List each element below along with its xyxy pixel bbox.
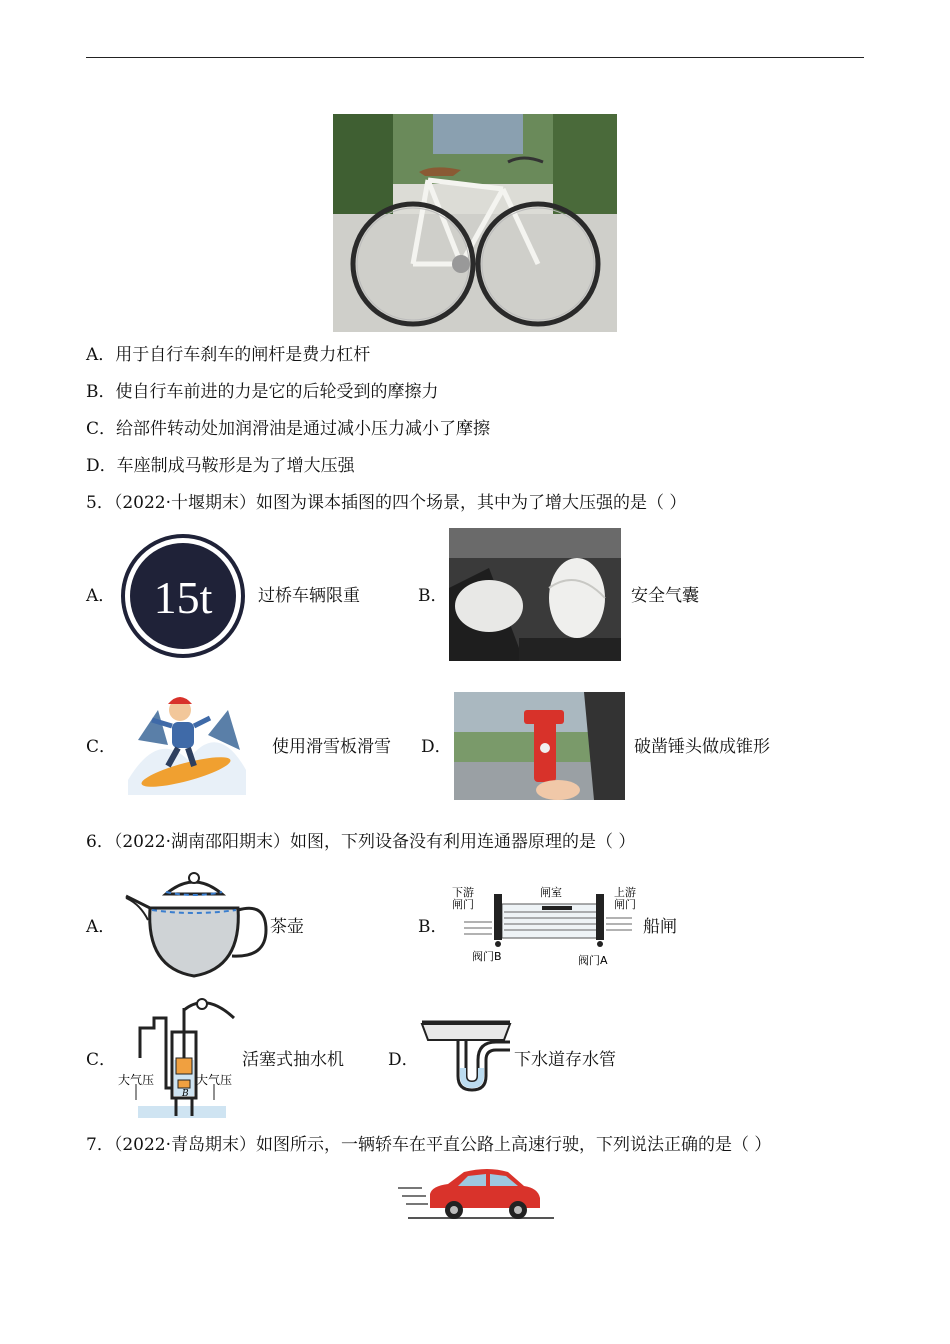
q6-b-text: 船闸 bbox=[643, 917, 677, 937]
car-illustration bbox=[398, 1168, 554, 1222]
q6-d-letter: D． bbox=[388, 1050, 419, 1070]
header-rule bbox=[86, 57, 864, 58]
label-atm-right: 大气压 bbox=[196, 1073, 233, 1087]
q5-b-text: 安全气囊 bbox=[631, 586, 699, 606]
q5-d-letter: D． bbox=[421, 737, 452, 757]
label-up-gate-1: 上游 bbox=[614, 886, 636, 899]
safety-hammer-photo bbox=[454, 692, 625, 800]
weight-limit-sign bbox=[121, 534, 245, 658]
q6-a-letter: A． bbox=[86, 917, 116, 937]
label-valve-b-pump: B bbox=[182, 1089, 189, 1099]
label-valve-b: 阀门B bbox=[472, 950, 502, 963]
ship-lock-diagram bbox=[446, 882, 636, 970]
q4-option-d: D．车座制成马鞍形是为了增大压强 bbox=[86, 456, 355, 476]
q7-stem: 7．（2022·青岛期末）如图所示，一辆轿车在平直公路上高速行驶，下列说法正确的是（ ） bbox=[86, 1135, 772, 1155]
label-atm-left: 大气压 bbox=[118, 1073, 155, 1087]
q5-c-text: 使用滑雪板滑雪 bbox=[272, 737, 391, 757]
q4-option-a: A．用于自行车刹车的闸杆是费力杠杆 bbox=[86, 345, 371, 365]
q6-b-letter: B． bbox=[418, 917, 448, 937]
piston-pump-diagram bbox=[116, 998, 238, 1118]
q4-option-c: C．给部件转动处加润滑油是通过减小压力减小了摩擦 bbox=[86, 419, 491, 439]
q5-d-text: 破凿锤头做成锥形 bbox=[634, 737, 770, 757]
teapot-diagram bbox=[120, 868, 268, 981]
snowboarder-illustration bbox=[128, 690, 246, 795]
q6-c-text: 活塞式抽水机 bbox=[242, 1050, 344, 1070]
q5-a-letter: A． bbox=[86, 586, 116, 606]
q4-option-b: B．使自行车前进的力是它的后轮受到的摩擦力 bbox=[86, 382, 439, 402]
q5-c-letter: C． bbox=[86, 737, 117, 757]
q6-stem: 6．（2022·湖南邵阳期末）如图，下列设备没有利用连通器原理的是（ ） bbox=[86, 832, 636, 852]
q5-b-letter: B． bbox=[418, 586, 448, 606]
bicycle-photo bbox=[333, 114, 617, 332]
label-valve-a: 阀门A bbox=[578, 954, 608, 967]
label-up-gate-2: 闸门 bbox=[614, 898, 636, 911]
airbag-photo bbox=[449, 528, 621, 661]
q6-a-text: 茶壶 bbox=[270, 917, 304, 937]
q5-stem: 5．（2022·十堰期末）如图为课本插图的四个场景，其中为了增大压强的是（ ） bbox=[86, 493, 687, 513]
q5-a-text: 过桥车辆限重 bbox=[258, 586, 360, 606]
sign-text: 15t bbox=[153, 572, 213, 623]
q6-c-letter: C． bbox=[86, 1050, 117, 1070]
label-down-gate-1: 下游 bbox=[452, 886, 474, 899]
label-down-gate-2: 闸门 bbox=[452, 898, 474, 911]
q6-d-text: 下水道存水管 bbox=[514, 1050, 616, 1070]
drain-trap-diagram bbox=[420, 1020, 512, 1100]
label-chamber: 闸室 bbox=[540, 886, 562, 899]
